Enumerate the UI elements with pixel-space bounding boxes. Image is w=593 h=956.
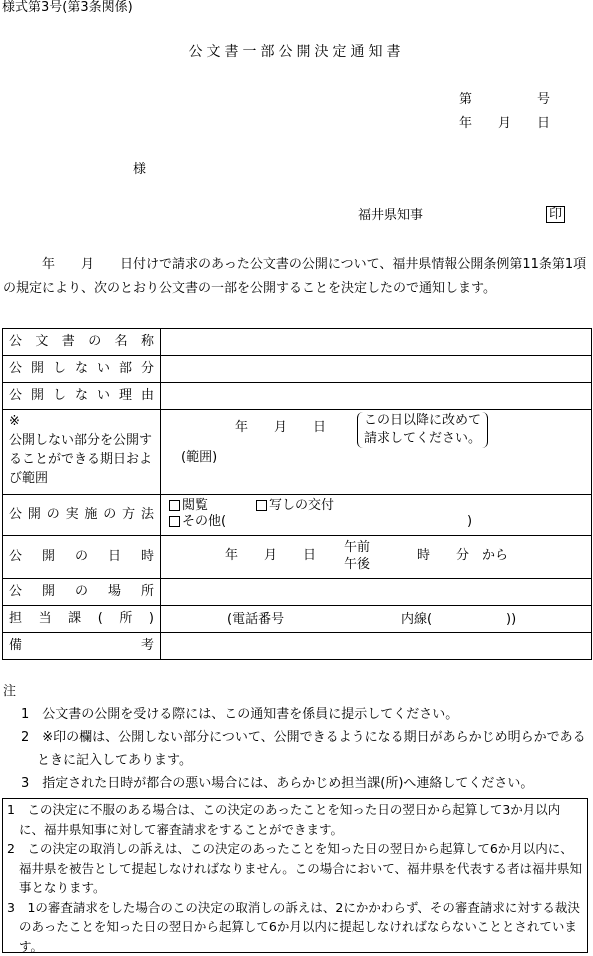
extension: 内線( — [401, 612, 433, 627]
remarks-value — [161, 633, 592, 660]
remarks-label: 備考 — [3, 633, 161, 660]
note-item: 1 公文書の公開を受ける際には、この通知書を係員に提示してください。 — [21, 707, 459, 722]
datetime-time: 時 分 から — [417, 548, 509, 563]
form-number: 様式第3号(第3条関係) — [2, 0, 133, 15]
notice-body: 年 月 日付けで請求のあった公文書の公開について、福井県情報公開条例第11条第1項の規定により、次のとおり公文書の一部を公開することを決定したので通知します。 — [3, 257, 587, 296]
period-range: (範囲) — [181, 450, 218, 465]
row-label: 公開しない理由 — [3, 383, 161, 410]
place-value — [161, 579, 592, 606]
table-row-period — [3, 410, 592, 495]
table-row — [3, 633, 592, 660]
appeal-item: 3 1の審査請求をした場合のこの決定の取消しの訴えは、2にかかわらず、その審査請求に対する裁決のあったことを知った日の翌日から起算して6か月以内に提起しなければならないこととされています。 — [7, 899, 580, 954]
contact-close: )) — [506, 612, 517, 627]
period-bracket-note: この日以降に改めて 請求してください。 — [357, 412, 488, 448]
note-item: 3 指定された日時が都合の悪い場合には、あらかじめ担当課(所)へ連絡してください。 — [21, 776, 534, 791]
option-other[interactable]: その他( — [169, 514, 226, 530]
option-copy[interactable]: 写しの交付 — [256, 498, 334, 514]
document-date-line: 年 月 日 — [459, 116, 551, 131]
seal-mark: 印 — [546, 207, 565, 223]
appeal-item: 2 この決定の取消しの訴えは、この決定のあったことを知った日の翌日から起算して6か月以内に、福井県を被告として提起しなければなりません。この場合において、福井県を代表する者は福井県知事となります。 — [7, 841, 583, 895]
row-value — [161, 356, 592, 383]
issuer-name: 福井県知事 — [358, 208, 424, 223]
note-item: 2 ※印の欄は、公開しない部分について、公開できるようになる期日があらかじめ明らかであるときに記入してあります。 — [21, 730, 586, 768]
notes-section — [3, 680, 591, 795]
table-row-contact — [3, 606, 592, 633]
method-label: 公開の実施の方法 — [3, 495, 161, 536]
table-row — [3, 579, 592, 606]
datetime-label: 公開の日時 — [3, 536, 161, 579]
table-row — [3, 329, 592, 356]
checkbox-icon[interactable] — [169, 516, 180, 527]
place-label: 公開の場所 — [3, 579, 161, 606]
addressee-suffix: 様 — [133, 162, 147, 177]
period-label: 公開しない部分を公開することができる期日および範囲 — [9, 433, 153, 486]
row-value — [161, 383, 592, 410]
phone-number: (電話番号 — [227, 612, 285, 627]
row-label: 公開しない部分 — [3, 356, 161, 383]
table-row-datetime — [3, 536, 592, 579]
datetime-date: 年 月 日 — [225, 548, 317, 563]
checkbox-icon[interactable] — [256, 500, 267, 511]
appeal-item: 1 この決定に不服のある場合は、この決定のあったことを知った日の翌日から起算して3か月以内に、福井県知事に対して審査請求をすることができます。 — [7, 802, 561, 837]
appeal-info-box — [2, 798, 588, 953]
table-row — [3, 383, 592, 410]
am-pm-selector: 午前 午後 — [344, 540, 371, 572]
notes-heading: 注 — [3, 684, 17, 699]
option-view[interactable]: 閲覧 — [169, 498, 208, 514]
document-title: 公文書一部公開決定通知書 — [188, 44, 405, 60]
option-other-close: ) — [467, 514, 473, 529]
checkbox-icon[interactable] — [169, 500, 180, 511]
period-date: 年 月 日 — [235, 420, 327, 435]
document-number-line: 第 号 — [459, 92, 551, 107]
contact-label: 担当課(所) — [3, 606, 161, 633]
row-value — [161, 329, 592, 356]
disclosure-table — [2, 328, 592, 660]
asterisk-mark: ※ — [9, 414, 20, 429]
table-row-method — [3, 495, 592, 536]
row-label: 公文書の名称 — [3, 329, 161, 356]
table-row — [3, 356, 592, 383]
